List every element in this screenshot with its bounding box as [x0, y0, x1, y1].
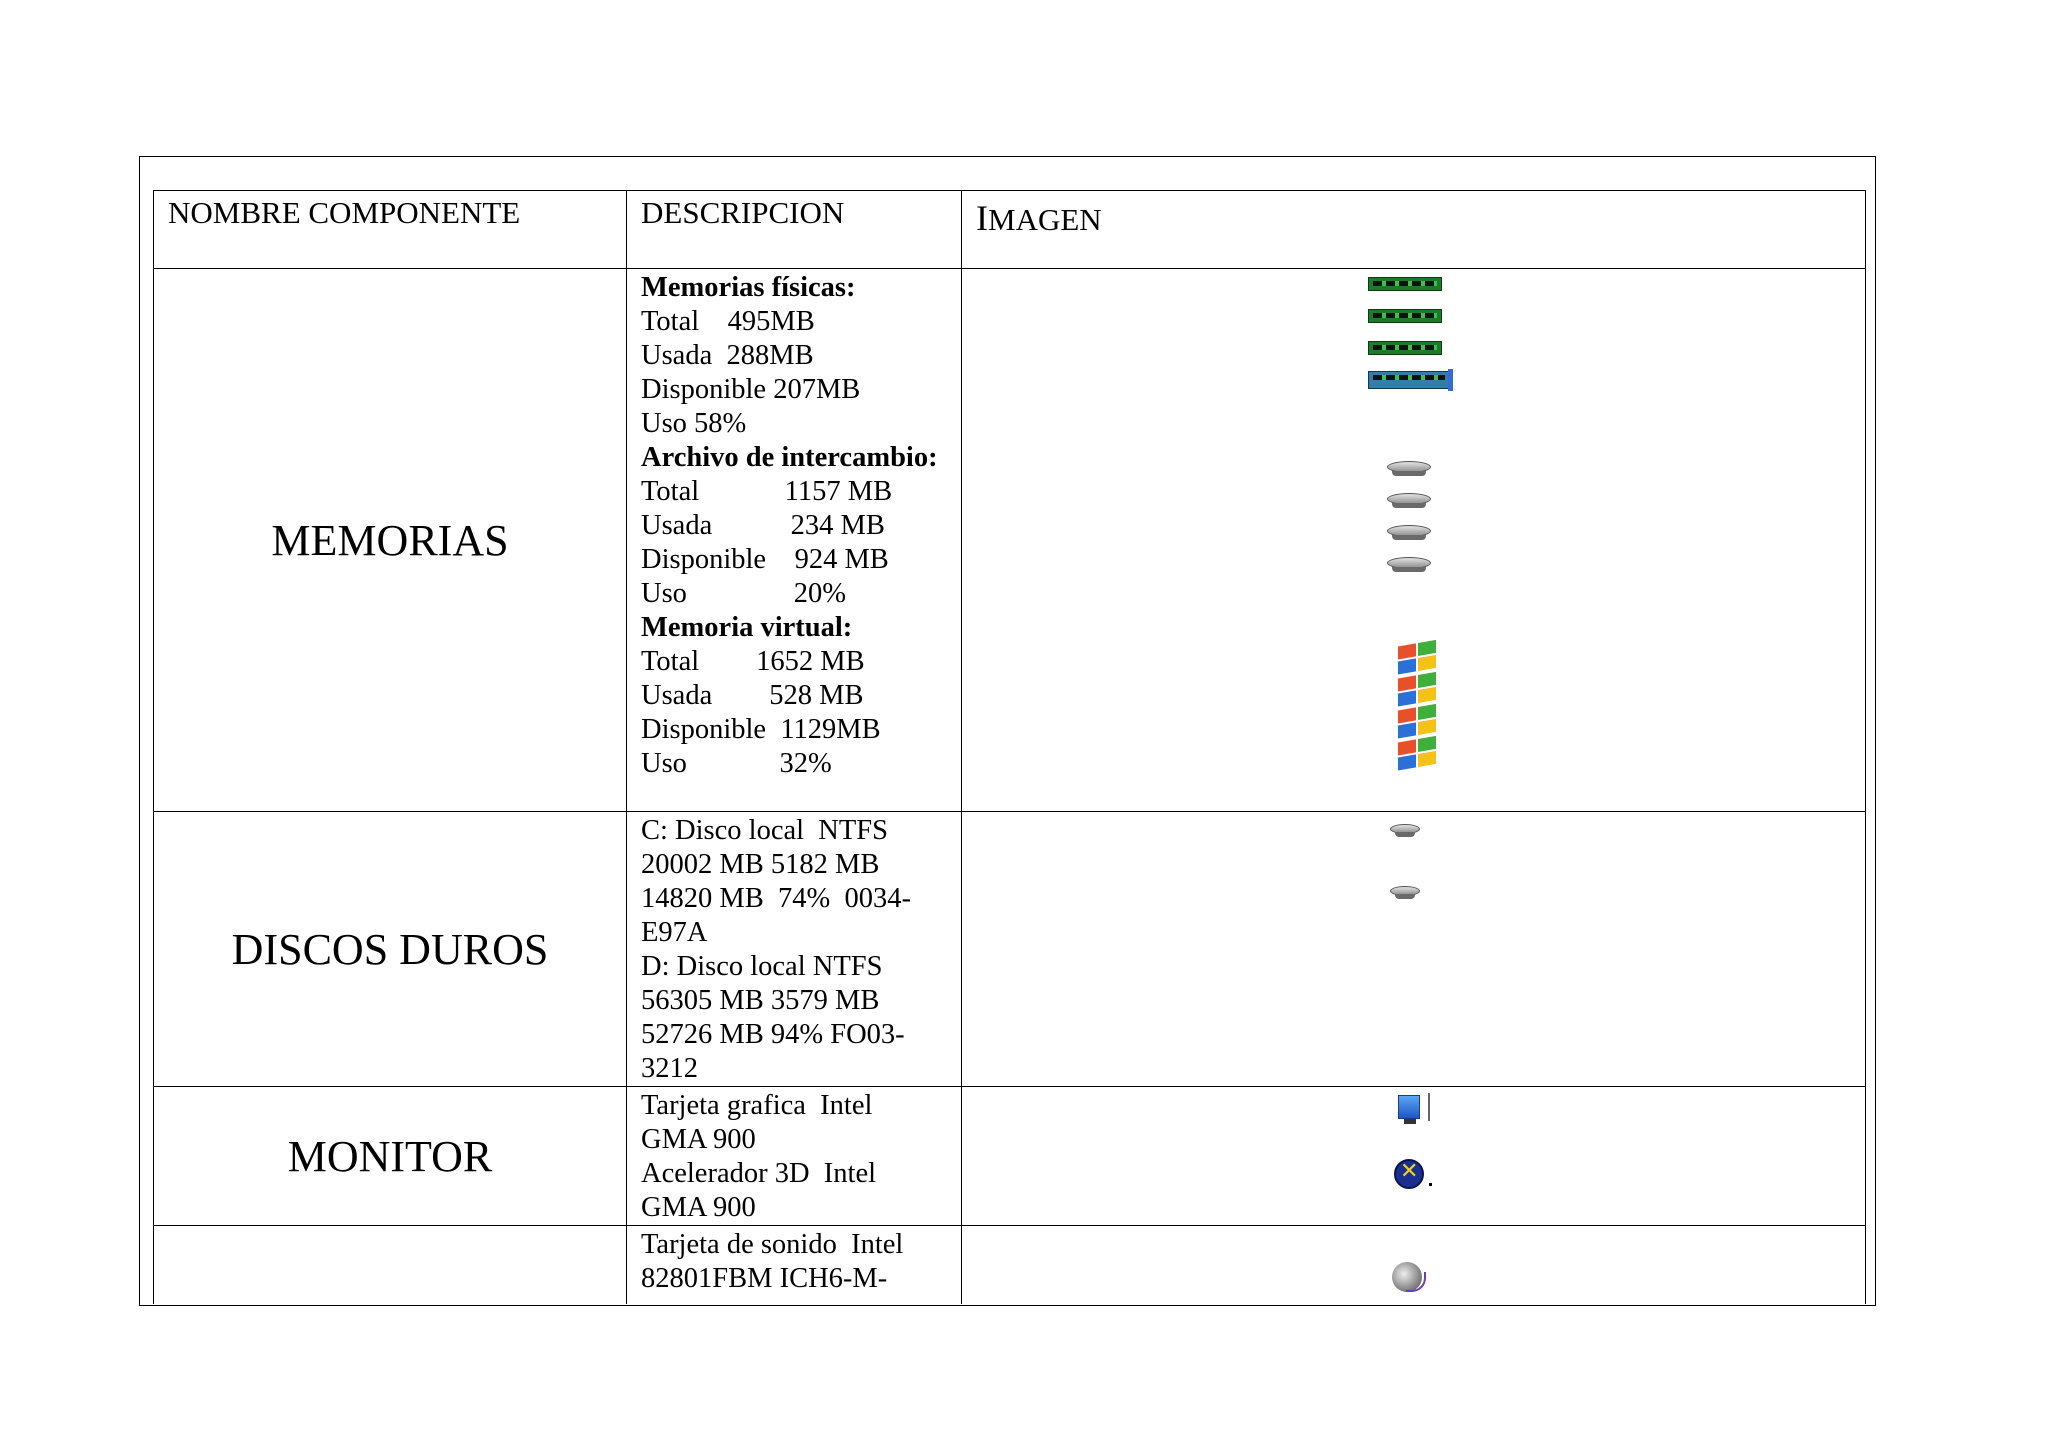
- row-description-monitor: [627, 1087, 962, 1226]
- row-name-memorias: MEMORIAS: [154, 269, 627, 812]
- ram-module-icon: [1368, 277, 1442, 291]
- desc-line: 56305 MB 3579 MB: [641, 985, 880, 1016]
- speaker-icon: [1392, 1262, 1422, 1292]
- row-description-discos-duros: [627, 812, 962, 1087]
- row-name-discos-duros: DISCOS DUROS: [154, 812, 627, 1087]
- row-image-discos-duros: [962, 812, 1866, 1087]
- section-title: Memoria virtual:: [641, 612, 853, 643]
- windows-logo-icon: [1398, 671, 1438, 706]
- hard-disk-icon: [1390, 824, 1420, 834]
- desc-line: E97A: [641, 917, 708, 948]
- desc-line: Usada 234 MB: [641, 510, 885, 541]
- desc-line: Usada 528 MB: [641, 680, 864, 711]
- desc-line: GMA 900: [641, 1192, 756, 1223]
- windows-logo-icon: [1398, 639, 1438, 674]
- desc-line: Uso 58%: [641, 408, 747, 439]
- table-row: [154, 1087, 1866, 1226]
- desc-line: D: Disco local NTFS: [641, 951, 883, 982]
- table-row: [154, 269, 1866, 812]
- dot-icon: [1429, 1183, 1432, 1186]
- header-image-rest: MAGEN: [988, 202, 1102, 237]
- windows-logo-icon: [1398, 735, 1438, 770]
- section-title: Archivo de intercambio:: [641, 442, 938, 473]
- desc-line: Total 495MB: [641, 306, 815, 337]
- row-name-monitor: MONITOR: [154, 1087, 627, 1226]
- divider-icon: [1428, 1093, 1430, 1121]
- ram-module-icon: [1368, 371, 1450, 389]
- directx-icon: [1394, 1159, 1424, 1189]
- hard-disk-icon: [1387, 461, 1431, 473]
- desc-line: Tarjeta de sonido Intel: [641, 1229, 904, 1260]
- table-row: [154, 1226, 1866, 1304]
- desc-line: Disponible 1129MB: [641, 714, 881, 745]
- desc-line: 20002 MB 5182 MB: [641, 849, 880, 880]
- desc-line: 3212: [641, 1053, 698, 1084]
- desc-line: 82801FBM ICH6-M-: [641, 1263, 888, 1294]
- ram-module-icon: [1368, 341, 1442, 355]
- ram-module-icon: [1368, 309, 1442, 323]
- hard-disk-icon: [1387, 493, 1431, 505]
- desc-line: Uso 32%: [641, 748, 832, 779]
- desc-line: Tarjeta grafica Intel: [641, 1090, 873, 1121]
- components-table: [153, 190, 1866, 1304]
- row-description-sound: [627, 1226, 962, 1304]
- row-description-memorias: [627, 269, 962, 812]
- row-image-monitor: [962, 1087, 1866, 1226]
- header-image-cap: I: [976, 198, 988, 238]
- desc-line: Acelerador 3D Intel: [641, 1158, 877, 1189]
- hard-disk-icon: [1390, 886, 1420, 896]
- desc-line: Uso 20%: [641, 578, 847, 609]
- hard-disk-icon: [1387, 557, 1431, 569]
- desc-line: Total 1652 MB: [641, 646, 865, 677]
- desc-line: Disponible 924 MB: [641, 544, 889, 575]
- table-row: [154, 812, 1866, 1087]
- row-image-sound: [962, 1226, 1866, 1304]
- desc-line: GMA 900: [641, 1124, 756, 1155]
- row-name-empty: [154, 1226, 627, 1304]
- desc-line: 52726 MB 94% FO03-: [641, 1019, 905, 1050]
- hard-disk-icon: [1387, 525, 1431, 537]
- desc-line: 14820 MB 74% 0034-: [641, 883, 911, 914]
- section-title: Memorias físicas:: [641, 272, 856, 303]
- desc-line: Disponible 207MB: [641, 374, 861, 405]
- header-row: [154, 191, 1866, 269]
- header-image: [962, 191, 1866, 269]
- header-description: DESCRIPCION: [627, 191, 962, 269]
- windows-logo-icon: [1398, 703, 1438, 738]
- row-image-memorias: [962, 269, 1866, 812]
- desc-line: Total 1157 MB: [641, 476, 893, 507]
- desc-line: Usada 288MB: [641, 340, 814, 371]
- header-name: NOMBRE COMPONENTE: [154, 191, 627, 269]
- monitor-icon: [1398, 1095, 1420, 1119]
- desc-line: C: Disco local NTFS: [641, 815, 888, 846]
